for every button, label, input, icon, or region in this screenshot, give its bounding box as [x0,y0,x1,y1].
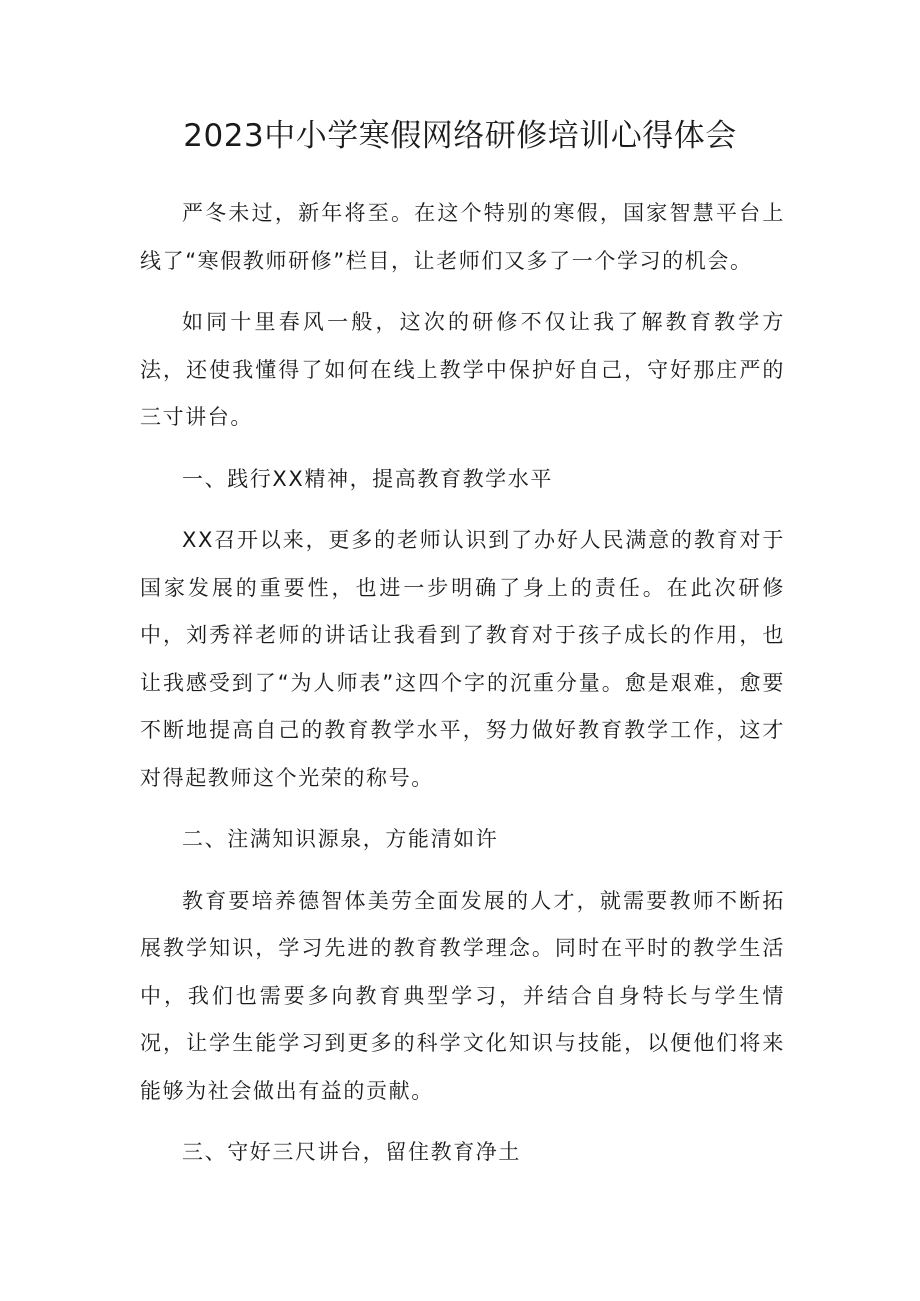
document-body [140,190,785,1191]
section-heading-3: 三、守好三尺讲台，留住教育净土 [182,1140,521,1164]
section-heading-2: 二、注满知识源泉，方能清如许 [182,827,499,851]
paragraph-section-2: 教育要培养德智体美劳全面发展的人才，就需要教师不断拓展教学知识，学习先进的教育教学理念。同时在平时的教学生活中，我们也需要多向教育典型学习，并结合自身特长与学生情况，让学生能学习到更多的科学文化知识与技能，以便他们将来能够为社会做出有益的贡献。 [140,888,785,1103]
paragraph-section-1: XX召开以来，更多的老师认识到了办好人民满意的教育对于国家发展的重要性，也进一步明确了身上的责任。在此次研修中，刘秀祥老师的讲话让我看到了教育对于孩子成长的作用，也让我感受到了“为人师表”这四个字的沉重分量。愈是艰难，愈要不断地提高自己的教育教学水平，努力做好教育教学工作，这才对得起教师这个光荣的称号。 [140,528,785,790]
paragraph-intro: 严冬未过，新年将至。在这个特别的寒假，国家智慧平台上线了“寒假教师研修”栏目，让老师们又多了一个学习的机会。 [140,201,785,273]
document-title: 2023中小学寒假网络研修培训心得体会 [183,118,737,154]
section-heading-1: 一、践行XX精神，提高教育教学水平 [182,466,553,491]
paragraph-spring-breeze: 如同十里春风一般，这次的研修不仅让我了解教育教学方法，还使我懂得了如何在线上教学中保护好自己，守好那庄严的三寸讲台。 [140,310,785,429]
